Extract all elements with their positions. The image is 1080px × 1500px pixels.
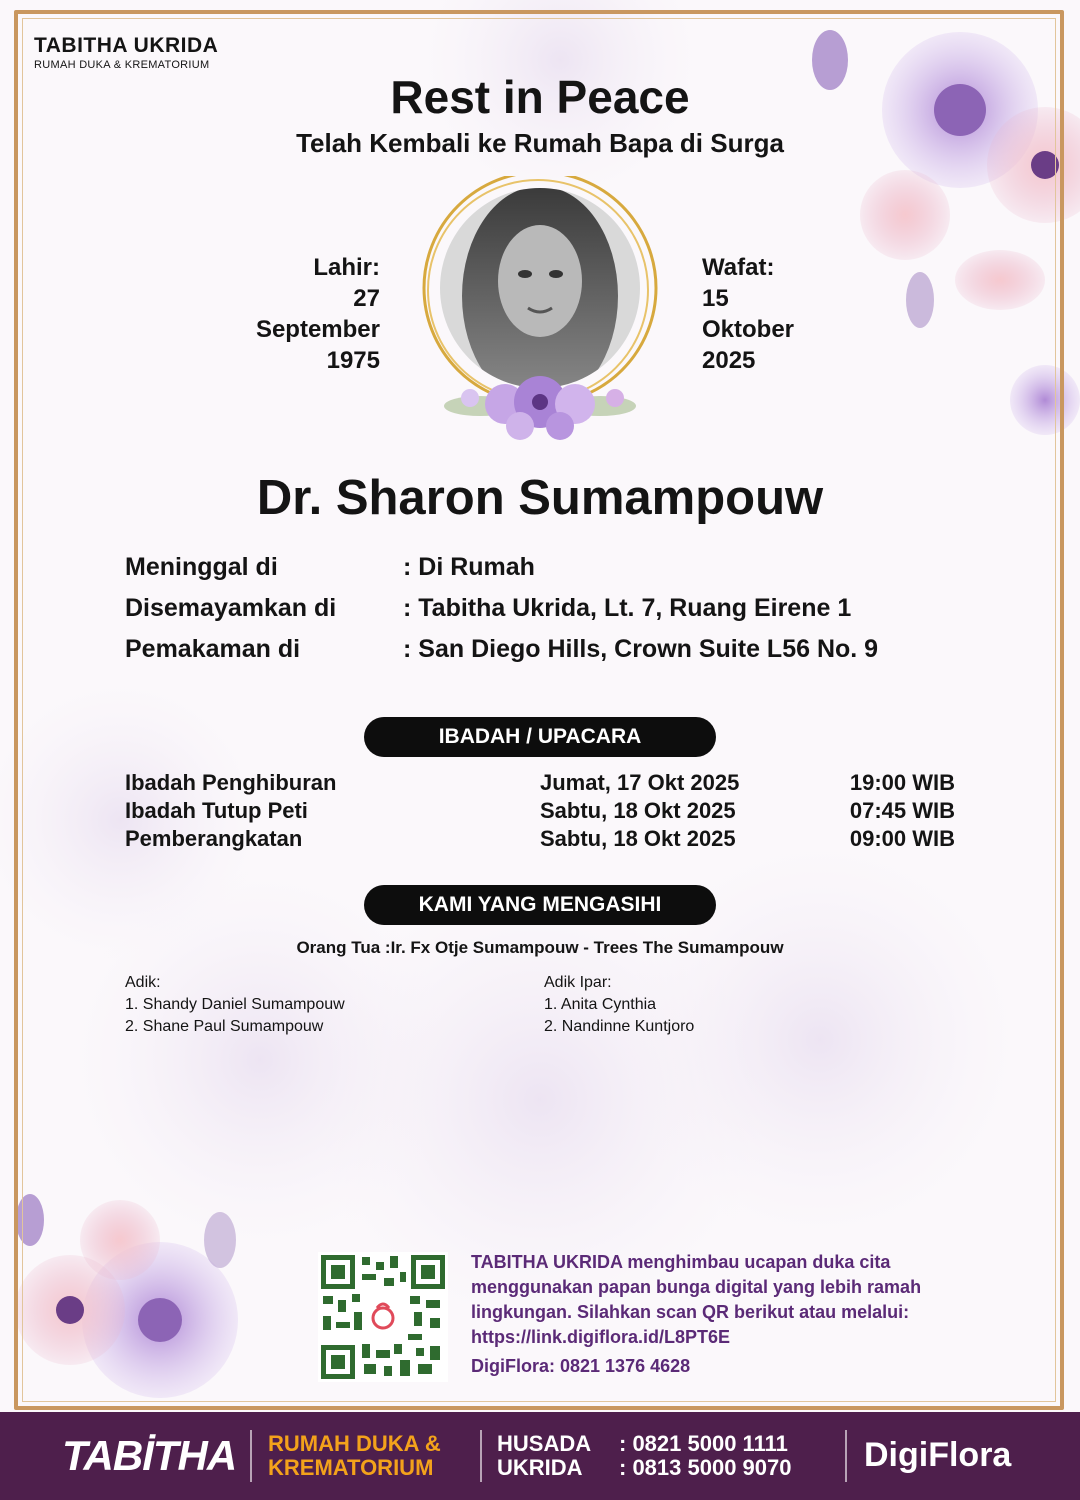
service-row [125,826,955,854]
qr-code[interactable] [318,1252,448,1382]
footer-divider [845,1430,847,1482]
service-row [125,770,955,798]
death-year: 2025 [702,347,756,374]
info-value: : San Diego Hills, Crown Suite L56 No. 9 [403,635,879,663]
tabitha-logo: TABİTHA [62,1432,237,1479]
service-row [125,798,955,826]
service-name: Ibadah Tutup Peti [125,798,308,823]
footer-rd-line2: KREMATORIUM [268,1455,434,1480]
services-schedule [125,770,955,854]
page-subtitle: Telah Kembali ke Rumah Bapa di Surga [296,128,784,158]
death-date [702,252,794,376]
service-time: 19:00 WIB [849,770,955,795]
info-row [125,594,878,635]
adik-list [125,972,345,1038]
deceased-name: Dr. Sharon Sumampouw [256,471,824,525]
service-name: Pemberangkatan [125,826,303,851]
notice-link[interactable]: https://link.digiflora.id/L8PT6E [471,1327,731,1347]
info-list [125,553,878,676]
birth-date [256,252,380,376]
adik-ipar-list [544,972,694,1038]
info-key: Disemayamkan di [125,594,337,622]
list-item: 1. Anita Cynthia [544,996,657,1013]
footer-rumah-duka [268,1432,441,1480]
footer-rd-line1: RUMAH DUKA & [268,1431,441,1456]
list-item: 2. Nandinne Kuntjoro [544,1018,695,1035]
footer-phone-row [497,1432,792,1456]
info-key: Meninggal di [125,553,278,581]
portrait-photo [410,176,670,466]
birth-month: September [255,316,380,343]
footer-phones [497,1432,792,1480]
birth-day: 27 [353,285,380,312]
notice-line: menggunakan papan bunga digital yang lebih ramah [471,1277,922,1297]
info-key: Pemakaman di [125,635,301,663]
adik-label: Adik: [125,974,161,991]
service-date: Jumat, 17 Okt 2025 [540,770,740,795]
notice-phone: DigiFlora: 0821 1376 4628 [471,1356,691,1376]
list-item: 1. Shandy Daniel Sumampouw [125,996,345,1013]
footer-bar [0,1412,1080,1500]
list-item: 2. Shane Paul Sumampouw [125,1018,324,1035]
brand-logo [34,34,218,71]
footer-phone-number: : 0821 5000 1111 [619,1431,788,1456]
service-name: Ibadah Penghiburan [125,770,337,795]
digital-flower-notice [471,1250,1011,1379]
death-day: 15 [702,285,729,312]
footer-phone-number: : 0813 5000 9070 [619,1455,792,1480]
footer-phone-name: HUSADA [497,1431,592,1456]
digiflora-logo: DigiFlora [864,1436,1012,1474]
brand-name: TABITHA UKRIDA [34,34,219,57]
death-label: Wafat: [702,254,775,281]
notice-line: lingkungan. Silahkan scan QR berikut atau melalui: [471,1302,910,1322]
info-value: : Tabitha Ukrida, Lt. 7, Ruang Eirene 1 [403,594,852,622]
service-date: Sabtu, 18 Okt 2025 [540,798,736,823]
page-title: Rest in Peace [390,71,690,123]
parents-line: Orang Tua :Ir. Fx Otje Sumampouw - Trees The Sumampouw [296,938,784,957]
family-heading: KAMI YANG MENGASIHI [364,885,716,925]
brand-tagline: RUMAH DUKA & KREMATORIUM [34,59,210,71]
services-heading: IBADAH / UPACARA [364,717,716,757]
footer-phone-row [497,1456,792,1480]
info-value: : Di Rumah [403,553,535,581]
service-time: 07:45 WIB [849,798,955,823]
portrait [410,176,670,466]
adik-ipar-label: Adik Ipar: [544,974,612,991]
footer-divider [480,1430,482,1482]
info-row [125,553,878,594]
notice-line: TABITHA UKRIDA menghimbau ucapan duka cita [471,1252,891,1272]
service-date: Sabtu, 18 Okt 2025 [540,826,736,851]
birth-label: Lahir: [313,254,380,281]
service-time: 09:00 WIB [849,826,955,851]
info-row [125,635,878,676]
birth-year: 1975 [326,347,380,374]
death-month: Oktober [702,316,795,343]
footer-phone-name: UKRIDA [497,1455,583,1480]
footer-divider [250,1430,252,1482]
